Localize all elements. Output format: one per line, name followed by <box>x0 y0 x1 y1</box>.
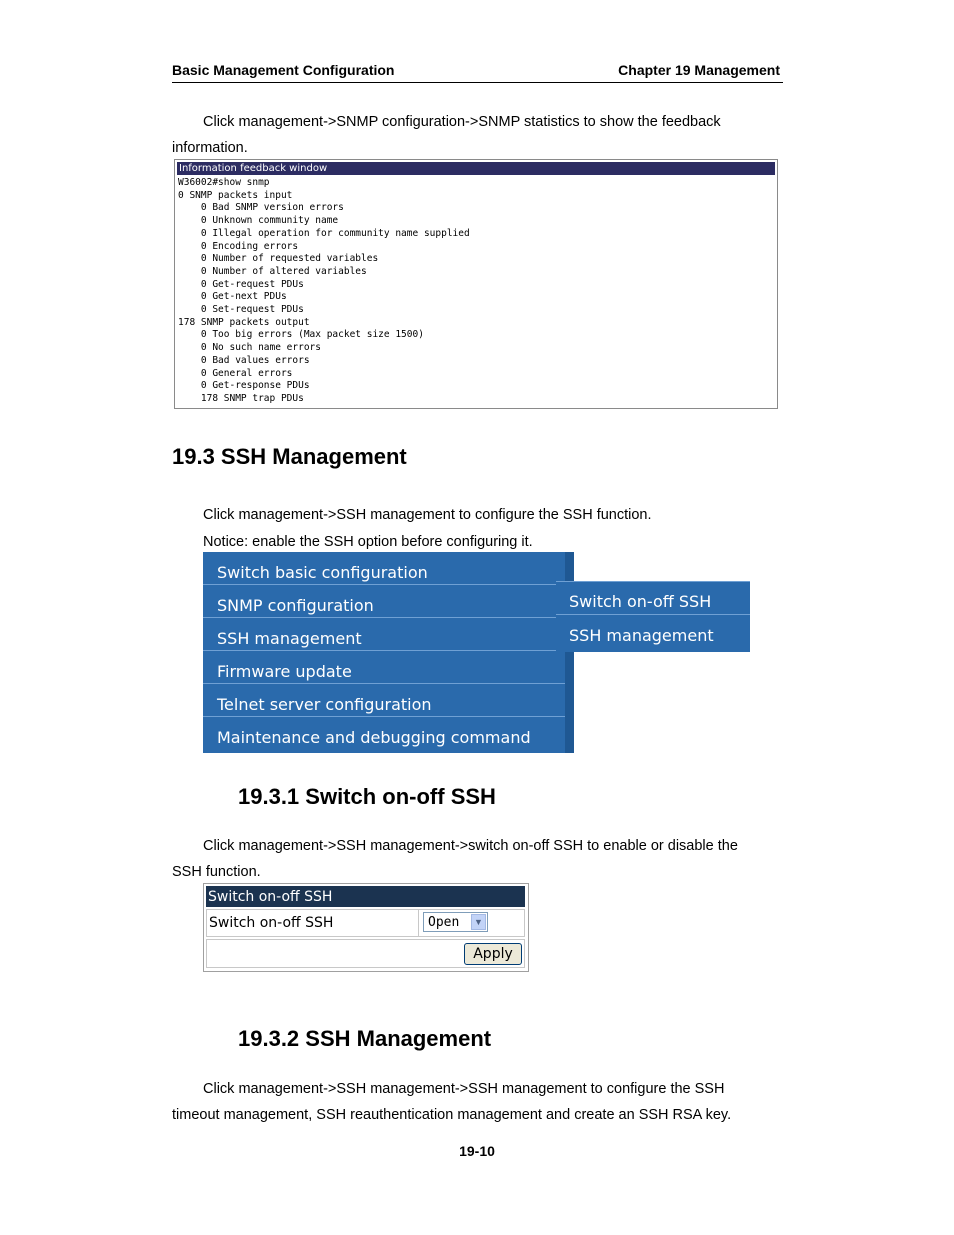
management-menu <box>203 552 574 753</box>
switch-ssh-select-value: Open <box>428 915 460 930</box>
feedback-output-line: W36002#show snmp <box>178 177 270 188</box>
feedback-output-line: 0 Get-response PDUs <box>178 380 310 392</box>
header-rule <box>172 82 783 83</box>
intro-line-1: Click management->SNMP configuration->SNMP statistics to show the feedback <box>203 114 721 130</box>
intro-line-2: information. <box>172 140 248 156</box>
section-19-3-1-line-1: Click management->SSH management->switch on-off SSH to enable or disable the <box>203 838 738 854</box>
ssh-submenu <box>556 581 750 652</box>
section-19-3-2-line-1: Click management->SSH management->SSH management to configure the SSH <box>203 1081 725 1097</box>
feedback-output-line: 0 Bad values errors <box>178 354 310 366</box>
section-heading-19-3-1: 19.3.1 Switch on-off SSH <box>238 784 496 809</box>
feedback-window-output <box>178 177 774 406</box>
menu-item-firmware-update[interactable]: Firmware update <box>203 652 565 684</box>
switch-ssh-panel <box>203 883 529 972</box>
menu-item-maintenance-debugging[interactable]: Maintenance and debugging command <box>217 728 531 747</box>
chevron-down-icon[interactable]: ▼ <box>471 914 486 930</box>
section-heading-19-3-2: 19.3.2 SSH Management <box>238 1026 492 1051</box>
menu-item-ssh-management[interactable]: SSH management <box>203 619 565 651</box>
feedback-output-line: 0 Set-request PDUs <box>178 304 304 316</box>
feedback-window-title: Information feedback window <box>177 162 775 175</box>
feedback-output-line: 0 Unknown community name <box>178 215 339 227</box>
feedback-output-line: 0 Get-request PDUs <box>178 278 304 290</box>
apply-row <box>206 939 525 968</box>
menu-item-switch-basic-configuration[interactable]: Switch basic configuration <box>203 553 565 585</box>
feedback-output-line: 0 Get-next PDUs <box>178 291 287 303</box>
section-19-3-para-2: Notice: enable the SSH option before configuring it. <box>203 534 533 550</box>
submenu-item-switch-on-off-ssh[interactable]: Switch on-off SSH <box>556 582 750 615</box>
section-19-3-2-line-2: timeout management, SSH reauthentication management and create an SSH RSA key. <box>172 1107 732 1123</box>
submenu-item-ssh-management[interactable]: SSH management <box>569 626 714 645</box>
switch-ssh-row <box>206 909 525 937</box>
feedback-output-line: 178 SNMP trap PDUs <box>178 392 304 404</box>
feedback-output-line: 0 Number of requested variables <box>178 253 379 265</box>
section-19-3-1-line-2: SSH function. <box>172 864 261 880</box>
header-right: Chapter 19 Management <box>618 62 780 78</box>
switch-ssh-select[interactable] <box>423 912 488 932</box>
row-divider <box>418 910 419 936</box>
page-number: 19-10 <box>459 1143 495 1159</box>
feedback-output-line: 0 Too big errors (Max packet size 1500) <box>178 329 424 341</box>
menu-item-telnet-server-configuration[interactable]: Telnet server configuration <box>203 685 565 717</box>
section-heading-19-3: 19.3 SSH Management <box>172 444 407 469</box>
feedback-window <box>174 159 778 409</box>
feedback-output-line: 0 General errors <box>178 367 293 379</box>
section-19-3-para-1: Click management->SSH management to configure the SSH function. <box>203 507 652 523</box>
menu-item-snmp-configuration[interactable]: SNMP configuration <box>203 586 565 618</box>
feedback-output-line: 0 No such name errors <box>178 342 321 354</box>
header-left: Basic Management Configuration <box>172 62 395 78</box>
feedback-output-line: 0 Bad SNMP version errors <box>178 202 344 214</box>
switch-ssh-label: Switch on-off SSH <box>209 915 334 931</box>
feedback-output-line: 178 SNMP packets output <box>178 316 310 328</box>
apply-button[interactable]: Apply <box>464 943 522 965</box>
switch-ssh-panel-title: Switch on-off SSH <box>206 886 525 907</box>
feedback-output-line: 0 Number of altered variables <box>178 265 367 277</box>
feedback-output-line: 0 SNMP packets input <box>178 189 293 201</box>
feedback-output-line: 0 Encoding errors <box>178 240 299 252</box>
feedback-output-line: 0 Illegal operation for community name supplied <box>178 227 470 239</box>
